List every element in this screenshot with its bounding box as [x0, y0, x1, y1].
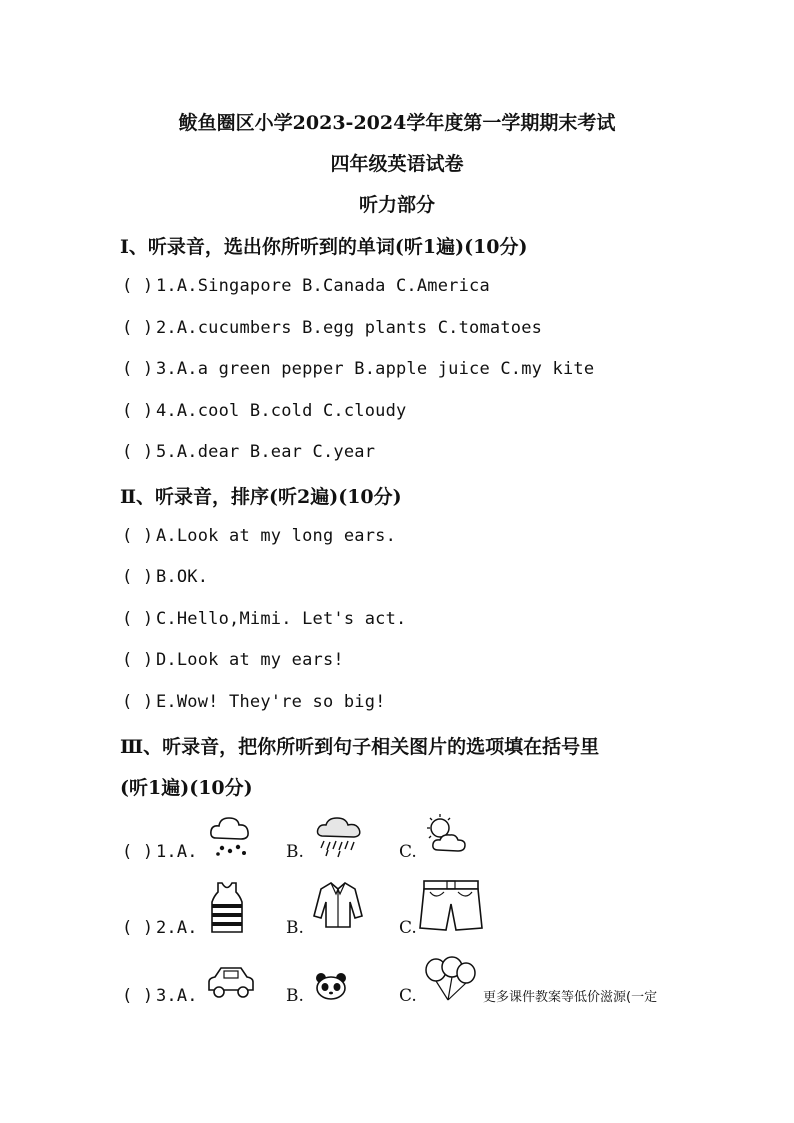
question-row: [122, 318, 542, 338]
question-row: [122, 359, 594, 379]
section-2-title: Ⅱ、听录音，排序(听2遍)(10分): [120, 486, 402, 508]
section-3-title: Ⅲ、听录音，把你所听到句子相关图片的选项填在括号里: [120, 736, 600, 758]
order-row: [122, 567, 208, 587]
answer-bracket[interactable]: ( ): [122, 842, 154, 862]
answer-bracket[interactable]: ( ): [122, 401, 154, 421]
answer-bracket[interactable]: ( ): [122, 359, 154, 379]
order-row: [122, 650, 344, 670]
panda-icon[interactable]: [314, 972, 348, 1000]
answer-bracket[interactable]: ( ): [122, 276, 154, 296]
sentence-text: A.Look at my long ears.: [156, 526, 397, 546]
balloons-icon[interactable]: [422, 956, 478, 1004]
section-1-title: I、听录音，选出你所听到的单词(听1遍)(10分): [120, 236, 528, 258]
answer-bracket[interactable]: ( ): [122, 692, 154, 712]
option-b-label: B.: [286, 986, 304, 1006]
option-b-label: B.: [286, 918, 304, 938]
picture-question-row: [122, 986, 198, 1006]
option-c-label: C.: [399, 986, 417, 1006]
order-row: [122, 692, 386, 712]
answer-bracket[interactable]: ( ): [122, 526, 154, 546]
question-row: [122, 442, 375, 462]
question-row: [122, 276, 490, 296]
shirt-icon[interactable]: [312, 880, 364, 930]
option-b-label: B.: [286, 842, 304, 862]
answer-bracket[interactable]: ( ): [122, 609, 154, 629]
sentence-text: D.Look at my ears!: [156, 650, 344, 670]
shorts-icon[interactable]: [418, 878, 484, 934]
option-c-label: C.: [399, 918, 417, 938]
picture-question-row: [122, 918, 198, 938]
exam-subtitle: 四年级英语试卷: [330, 153, 464, 175]
question-row: [122, 401, 406, 421]
answer-bracket[interactable]: ( ): [122, 986, 154, 1006]
question-number: 1.A.: [156, 842, 198, 862]
answer-bracket[interactable]: ( ): [122, 442, 154, 462]
question-text: 1.A.Singapore B.Canada C.America: [156, 276, 490, 296]
sentence-text: B.OK.: [156, 567, 209, 587]
answer-bracket[interactable]: ( ): [122, 318, 154, 338]
picture-question-row: [122, 842, 198, 862]
answer-bracket[interactable]: ( ): [122, 567, 154, 587]
section-3-title-cont: (听1遍)(10分): [120, 777, 253, 799]
answer-bracket[interactable]: ( ): [122, 918, 154, 938]
cloudy-snow-icon[interactable]: [208, 812, 252, 858]
rain-cloud-icon[interactable]: [314, 814, 366, 858]
exam-title: 鲅鱼圈区小学2023-2024学年度第一学期期末考试: [178, 112, 616, 134]
sun-cloud-icon[interactable]: [422, 812, 470, 858]
question-number: 3.A.: [156, 986, 198, 1006]
option-c-label: C.: [399, 842, 417, 862]
question-text: 2.A.cucumbers B.egg plants C.tomatoes: [156, 318, 543, 338]
promo-note: 更多课件教案等低价滋源(一定: [483, 990, 658, 1005]
question-number: 2.A.: [156, 918, 198, 938]
sweater-vest-icon[interactable]: [206, 880, 248, 936]
answer-bracket[interactable]: ( ): [122, 650, 154, 670]
sentence-text: E.Wow! They're so big!: [156, 692, 386, 712]
question-text: 5.A.dear B.ear C.year: [156, 442, 376, 462]
part-title: 听力部分: [358, 194, 435, 216]
car-icon[interactable]: [205, 964, 257, 1000]
question-text: 4.A.cool B.cold C.cloudy: [156, 401, 407, 421]
order-row: [122, 526, 396, 546]
question-text: 3.A.a green pepper B.apple juice C.my kite: [156, 359, 595, 379]
order-row: [122, 609, 406, 629]
sentence-text: C.Hello,Mimi. Let's act.: [156, 609, 407, 629]
